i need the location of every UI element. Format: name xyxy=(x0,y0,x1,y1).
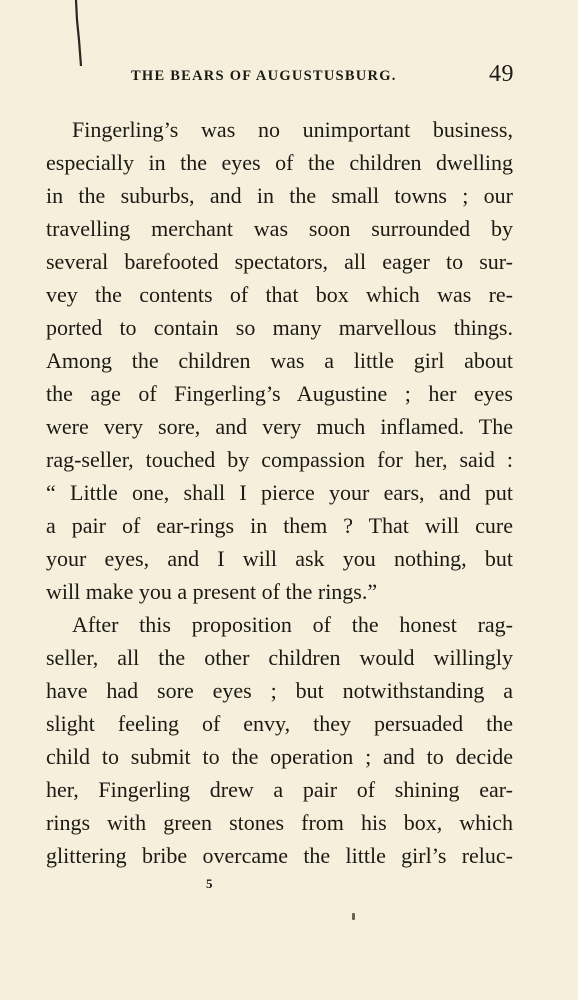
text-line: After this proposition of the honest rag- xyxy=(72,612,513,637)
page-number: 49 xyxy=(489,61,514,87)
text-line: Among the children was a little girl about xyxy=(46,348,513,373)
body-text xyxy=(46,113,513,872)
text-line: in the suburbs, and in the small towns ; our xyxy=(46,183,513,208)
text-line: several barefooted spectators, all eager to sur- xyxy=(46,249,513,274)
text-line: rag-seller, touched by compassion for her, said : xyxy=(46,447,513,472)
text-line: glittering bribe overcame the little girl’s reluc- xyxy=(46,843,513,868)
text-line: vey the contents of that box which was re- xyxy=(46,282,513,307)
text-line: Fingerling’s was no unimportant business, xyxy=(72,117,513,142)
text-line: travelling merchant was soon surrounded by xyxy=(46,216,513,241)
text-line: her, Fingerling drew a pair of shining ear- xyxy=(46,777,513,802)
text-line: especially in the eyes of the children dwelling xyxy=(46,150,513,175)
running-title: THE BEARS OF AUGUSTUSBURG. xyxy=(131,68,397,84)
running-head xyxy=(46,58,516,92)
text-line: will make you a present of the rings.” xyxy=(46,579,378,604)
text-line: seller, all the other children would willingly xyxy=(46,645,513,670)
signature-mark: 5 xyxy=(206,876,213,891)
text-line: “ Little one, shall I pierce your ears, and put xyxy=(46,480,513,505)
text-line: a pair of ear-rings in them ? That will cure xyxy=(46,513,513,538)
text-line: your eyes, and I will ask you nothing, but xyxy=(46,546,513,571)
text-line: slight feeling of envy, they persuaded the xyxy=(46,711,513,736)
text-line: the age of Fingerling’s Augustine ; her eyes xyxy=(46,381,513,406)
ink-speck xyxy=(352,913,355,920)
text-line: have had sore eyes ; but notwithstanding a xyxy=(46,678,513,703)
text-line: were very sore, and very much inflamed. The xyxy=(46,414,513,439)
text-line: child to submit to the operation ; and to decide xyxy=(46,744,513,769)
text-line: rings with green stones from his box, which xyxy=(46,810,513,835)
text-line: ported to contain so many marvellous things. xyxy=(46,315,513,340)
binding-mark xyxy=(74,0,84,66)
